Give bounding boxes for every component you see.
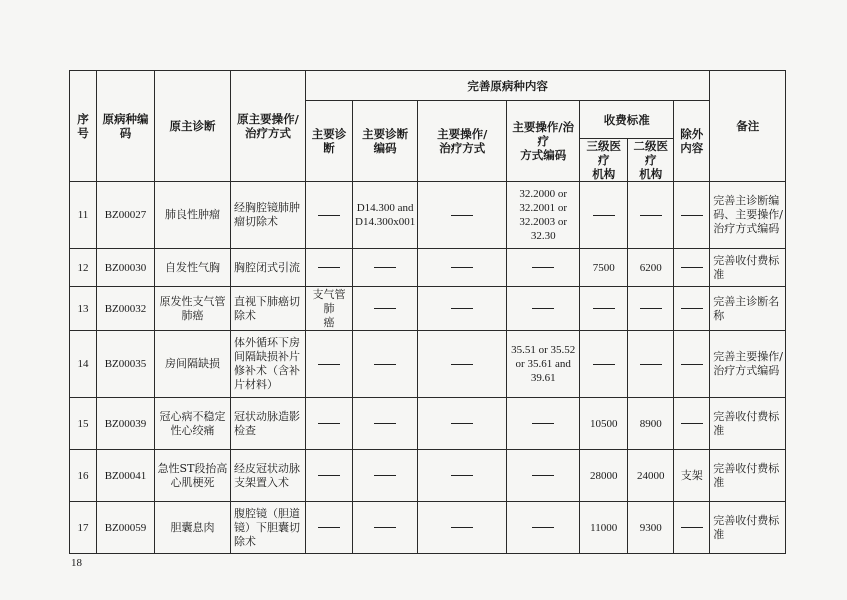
cell-main-operation-code: [507, 287, 580, 331]
cell-main-operation: [418, 331, 507, 398]
cell-exclude: 支架: [674, 450, 710, 502]
cell-main-diagnosis-code: [353, 249, 418, 287]
header-fee: 收费标准: [580, 101, 674, 139]
dash-mark: [640, 364, 662, 365]
cell-main-diagnosis-code: [353, 450, 418, 502]
dash-mark: [451, 423, 473, 424]
cell-tier3-fee: [580, 287, 628, 331]
dash-mark: [451, 215, 473, 216]
cell-code: BZ00027: [97, 182, 155, 249]
table-row: [70, 502, 786, 554]
cell-remark: 完善收付费标准: [710, 249, 786, 287]
header-group: 完善原病种内容: [306, 71, 710, 101]
header-diagnosis: 原主诊断: [155, 71, 231, 182]
table-row: [70, 249, 786, 287]
cell-operation: 经皮冠状动脉 支架置入术: [231, 450, 306, 502]
cell-main-operation-code: 35.51 or 35.52 or 35.61 and 39.61: [507, 331, 580, 398]
dash-mark: [532, 308, 554, 309]
header-operation: 原主要操作/ 治疗方式: [231, 71, 306, 182]
cell-diagnosis: 胆囊息肉: [155, 502, 231, 554]
dash-mark: [451, 267, 473, 268]
cell-tier3-fee: [580, 331, 628, 398]
header-main-diagnosis-code: 主要诊断 编码: [353, 101, 418, 182]
cell-tier2-fee: 9300: [628, 502, 674, 554]
cell-exclude: [674, 398, 710, 450]
cell-main-diagnosis-code: [353, 331, 418, 398]
cell-seq: 11: [70, 182, 97, 249]
table-row: [70, 287, 786, 331]
cell-operation: 直视下肺癌切 除术: [231, 287, 306, 331]
cell-tier3-fee: 10500: [580, 398, 628, 450]
cell-code: BZ00035: [97, 331, 155, 398]
cell-remark: 完善主诊断编 码、主要操作/ 治疗方式编码: [710, 182, 786, 249]
dash-mark: [451, 527, 473, 528]
dash-mark: [318, 267, 340, 268]
cell-remark: 完善收付费标准: [710, 502, 786, 554]
dash-mark: [681, 215, 703, 216]
cell-seq: 12: [70, 249, 97, 287]
dash-mark: [532, 267, 554, 268]
cell-seq: 16: [70, 450, 97, 502]
dash-mark: [532, 527, 554, 528]
cell-seq: 15: [70, 398, 97, 450]
cell-tier2-fee: 6200: [628, 249, 674, 287]
cell-diagnosis: 原发性支气管 肺癌: [155, 287, 231, 331]
dash-mark: [374, 364, 396, 365]
cell-seq: 17: [70, 502, 97, 554]
cell-operation: 体外循环下房 间隔缺损补片 修补术（含补 片材料）: [231, 331, 306, 398]
cell-remark: 完善收付费标准: [710, 398, 786, 450]
cell-tier3-fee: [580, 182, 628, 249]
cell-main-operation-code: [507, 398, 580, 450]
dash-mark: [451, 475, 473, 476]
cell-diagnosis: 冠心病不稳定 性心绞痛: [155, 398, 231, 450]
dash-mark: [318, 215, 340, 216]
disease-table: [69, 70, 786, 554]
cell-diagnosis: 急性ST段抬高 心肌梗死: [155, 450, 231, 502]
cell-seq: 13: [70, 287, 97, 331]
header-remark: 备注: [710, 71, 786, 182]
cell-exclude: [674, 502, 710, 554]
cell-main-operation-code: [507, 450, 580, 502]
dash-mark: [374, 267, 396, 268]
cell-main-diagnosis-code: [353, 502, 418, 554]
dash-mark: [681, 527, 703, 528]
page-number: 18: [71, 557, 82, 569]
cell-main-diagnosis: [306, 502, 353, 554]
cell-remark: 完善主要操作/ 治疗方式编码: [710, 331, 786, 398]
header-tier3: 三级医疗 机构: [580, 139, 628, 182]
cell-main-operation: [418, 450, 507, 502]
cell-diagnosis: 房间隔缺损: [155, 331, 231, 398]
cell-tier2-fee: 8900: [628, 398, 674, 450]
cell-operation: 冠状动脉造影 检查: [231, 398, 306, 450]
cell-exclude: [674, 287, 710, 331]
cell-code: BZ00030: [97, 249, 155, 287]
cell-tier2-fee: [628, 182, 674, 249]
cell-seq: 14: [70, 331, 97, 398]
cell-exclude: [674, 182, 710, 249]
cell-tier2-fee: 24000: [628, 450, 674, 502]
dash-mark: [374, 527, 396, 528]
header-main-diagnosis: 主要诊断: [306, 101, 353, 182]
dash-mark: [318, 527, 340, 528]
dash-mark: [593, 364, 615, 365]
cell-code: BZ00041: [97, 450, 155, 502]
cell-exclude: [674, 249, 710, 287]
cell-diagnosis: 肺良性肿瘤: [155, 182, 231, 249]
cell-main-diagnosis: [306, 450, 353, 502]
cell-main-operation: [418, 502, 507, 554]
cell-code: BZ00032: [97, 287, 155, 331]
cell-main-diagnosis: [306, 249, 353, 287]
cell-main-operation-code: 32.2000 or 32.2001 or 32.2003 or 32.30: [507, 182, 580, 249]
dash-mark: [681, 308, 703, 309]
table-row: [70, 398, 786, 450]
dash-mark: [318, 423, 340, 424]
cell-operation: 腹腔镜（胆道 镜）下胆囊切 除术: [231, 502, 306, 554]
table-row: [70, 182, 786, 249]
dash-mark: [374, 423, 396, 424]
dash-mark: [640, 215, 662, 216]
header-seq: 序号: [70, 71, 97, 182]
dash-mark: [374, 475, 396, 476]
cell-tier2-fee: [628, 287, 674, 331]
header-code: 原病种编码: [97, 71, 155, 182]
cell-remark: 完善主诊断名称: [710, 287, 786, 331]
cell-main-operation-code: [507, 502, 580, 554]
header-main-operation: 主要操作/ 治疗方式: [418, 101, 507, 182]
cell-tier3-fee: 7500: [580, 249, 628, 287]
cell-code: BZ00039: [97, 398, 155, 450]
cell-code: BZ00059: [97, 502, 155, 554]
cell-tier2-fee: [628, 331, 674, 398]
disease-table-container: [69, 70, 786, 554]
cell-diagnosis: 自发性气胸: [155, 249, 231, 287]
cell-main-diagnosis: [306, 398, 353, 450]
dash-mark: [374, 308, 396, 309]
cell-main-diagnosis: [306, 331, 353, 398]
cell-exclude: [674, 331, 710, 398]
cell-main-diagnosis-code: D14.300 and D14.300x001: [353, 182, 418, 249]
cell-operation: 胸腔闭式引流: [231, 249, 306, 287]
cell-operation: 经胸腔镜肺肿 瘤切除术: [231, 182, 306, 249]
dash-mark: [318, 364, 340, 365]
table-row: [70, 450, 786, 502]
cell-tier3-fee: 11000: [580, 502, 628, 554]
cell-main-diagnosis: 支气管肺 癌: [306, 287, 353, 331]
dash-mark: [451, 364, 473, 365]
cell-main-operation: [418, 287, 507, 331]
header-tier2: 二级医疗 机构: [628, 139, 674, 182]
dash-mark: [451, 308, 473, 309]
cell-main-operation-code: [507, 249, 580, 287]
cell-main-operation: [418, 398, 507, 450]
cell-remark: 完善收付费标准: [710, 450, 786, 502]
dash-mark: [681, 267, 703, 268]
cell-main-operation: [418, 182, 507, 249]
dash-mark: [681, 423, 703, 424]
dash-mark: [593, 308, 615, 309]
cell-main-operation: [418, 249, 507, 287]
dash-mark: [681, 364, 703, 365]
dash-mark: [532, 423, 554, 424]
cell-tier3-fee: 28000: [580, 450, 628, 502]
cell-main-diagnosis-code: [353, 398, 418, 450]
dash-mark: [318, 475, 340, 476]
cell-main-diagnosis: [306, 182, 353, 249]
table-row: [70, 331, 786, 398]
header-exclude: 除外 内容: [674, 101, 710, 182]
dash-mark: [640, 308, 662, 309]
header-main-operation-code: 主要操作/治疗 方式编码: [507, 101, 580, 182]
cell-main-diagnosis-code: [353, 287, 418, 331]
dash-mark: [593, 215, 615, 216]
dash-mark: [532, 475, 554, 476]
